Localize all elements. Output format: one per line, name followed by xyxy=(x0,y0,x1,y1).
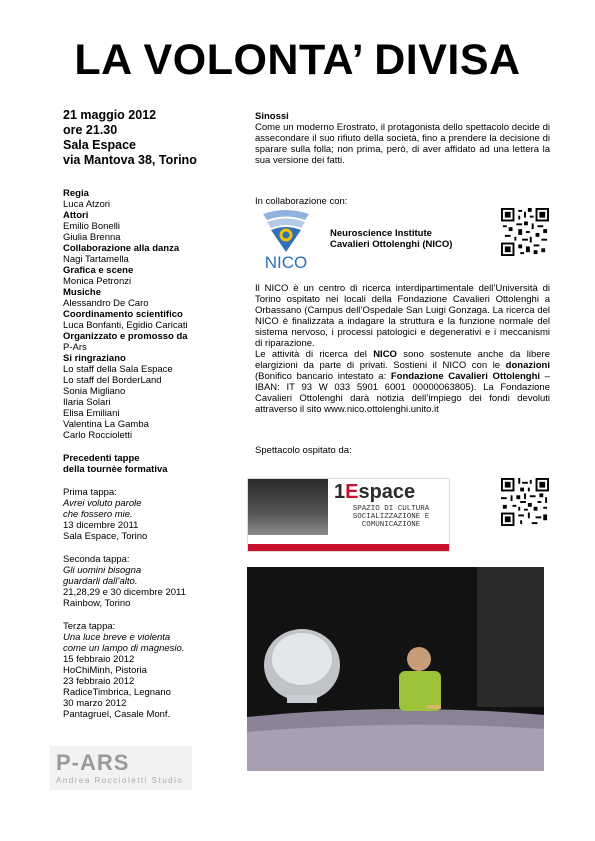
credit-role: Coordinamento scientifico xyxy=(63,309,183,320)
stage-detail: Rainbow, Torino xyxy=(63,598,131,609)
stage-title: Avrei voluto parole xyxy=(63,498,142,509)
credit-name: P-Ars xyxy=(63,342,87,353)
credit-name: Nagi Tartamella xyxy=(63,254,129,265)
pars-logo xyxy=(50,746,192,790)
stage-detail: 30 marzo 2012 xyxy=(63,698,127,709)
stage-title: come un lampo di magnesio. xyxy=(63,643,185,654)
tour-heading-sub: della tournèe formativa xyxy=(63,464,168,475)
espace-brand: 1Espace xyxy=(334,481,416,503)
event-time: ore 21.30 xyxy=(63,123,118,137)
right-column xyxy=(255,111,550,207)
credit-name: Monica Petronzi xyxy=(63,276,132,287)
event-venue: Sala Espace xyxy=(63,138,136,152)
stage-title: Una luce breve e violenta xyxy=(63,632,171,643)
stage-label: Seconda tappa: xyxy=(63,554,130,565)
pars-logo-sub: Andrea Roccioletti Studio xyxy=(56,776,184,785)
stage-detail: 15 febbraio 2012 xyxy=(63,654,135,665)
tour-heading: Precedenti tappe xyxy=(63,453,140,464)
synopsis-text: Come un moderno Erostrato, il protagonista dello spettacolo decide di assecondare il suo rifiuto della società, fino a prendere la decisione di sparare sulla folla; non prima, però, di aver affidato ad una lettera la sua versione dei fatti. xyxy=(255,122,550,166)
qr-code-espace xyxy=(501,478,549,526)
qr-code-nico xyxy=(501,208,549,256)
stage-detail: RadiceTimbrica, Legnano xyxy=(63,687,171,698)
stage-detail: 13 dicembre 2011 xyxy=(63,520,139,531)
credit-role: Grafica e scene xyxy=(63,265,134,276)
nico-paragraph-2: Le attività di ricerca del NICO sono sostenute anche da libere elargizioni da parte di privati. Sostieni il NICO con le donazioni (Bonifico bancario intestato a: Fondazione Cavalieri Ottolenghi – IBAN: IT 93 W 033 5901 6001 00000063805). La Fondazione Cavalieri Ottolenghi darà notizia dell’impiego dei fondi devoluti attraverso il sito www.nico.ottolenghi.unito.it xyxy=(255,349,550,415)
event-info xyxy=(63,108,253,168)
stage-title: Gli uomini bisogna xyxy=(63,565,142,576)
stage-photo xyxy=(247,567,544,771)
espace-address-bar xyxy=(248,544,449,551)
espace-logo xyxy=(247,478,450,552)
credit-role: Regia xyxy=(63,188,89,199)
credit-name: Lo staff del BorderLand xyxy=(63,375,162,386)
stage-detail: HoChiMinh, Pistoria xyxy=(63,665,147,676)
tour-stage xyxy=(63,487,253,542)
event-date: 21 maggio 2012 xyxy=(63,108,157,122)
credit-name: Giulia Brenna xyxy=(63,232,121,243)
nico-name-line1: Neuroscience Institute xyxy=(330,228,432,239)
stage-photo-image xyxy=(247,567,544,771)
hosted-label: Spettacolo ospitato da: xyxy=(255,445,352,456)
stage-label: Terza tappa: xyxy=(63,621,116,632)
credit-role: Si ringraziano xyxy=(63,353,126,364)
left-column xyxy=(63,108,253,720)
synopsis-heading: Sinossi xyxy=(255,111,289,122)
credit-name: Valentina La Gamba xyxy=(63,419,149,430)
nico-paragraph-1: Il NICO è un centro di ricerca interdipartimentale dell’Università di Torino ospitato nei locali della Fondazione Cavalieri Ottolenghi a Orbassano (Campus dell’Ospedale San Luigi Gonzaga. La ricerca del NICO è finalizzata a indagare la struttura e la funzione normale del sistema nervoso, i processi patologici e degenerativi e i meccanismi di riparazione. xyxy=(255,283,550,349)
stage-detail: 21,28,29 e 30 dicembre 2011 xyxy=(63,587,186,598)
credit-name: Elisa Emiliani xyxy=(63,408,120,419)
credits-list xyxy=(63,188,253,441)
stage-label: Prima tappa: xyxy=(63,487,117,498)
credit-role: Organizzato e promosso da xyxy=(63,331,188,342)
tour-stage xyxy=(63,621,253,720)
stage-detail: Pantagruel, Casale Monf. xyxy=(63,709,171,720)
credit-name: Carlo Roccioletti xyxy=(63,430,133,441)
stage-detail: Sala Espace, Torino xyxy=(63,531,148,542)
espace-tagline: SPAZIO DI CULTURA SOCIALIZZAZIONE E COMUNICAZIONE xyxy=(352,505,430,529)
credit-role: Collaborazione alla danza xyxy=(63,243,180,254)
page-title: LA VOLONTA’ DIVISA xyxy=(74,36,521,84)
credit-name: Emilio Bonelli xyxy=(63,221,121,232)
credit-name: Lo staff della Sala Espace xyxy=(63,364,173,375)
credit-name: Luca Bonfanti, Egidio Caricati xyxy=(63,320,188,331)
collab-label: In collaborazione con: xyxy=(255,196,348,207)
credit-role: Musiche xyxy=(63,287,102,298)
credit-role: Attori xyxy=(63,210,89,221)
espace-logo-photo xyxy=(248,479,328,535)
nico-name xyxy=(330,228,452,250)
event-address: via Mantova 38, Torino xyxy=(63,153,197,167)
nico-logo xyxy=(253,208,319,270)
stage-title: guardarli dall’alto. xyxy=(63,576,138,587)
pars-logo-name: P-ARS xyxy=(56,750,130,775)
nico-description xyxy=(255,283,550,415)
nico-logo-text: NICO xyxy=(264,253,308,270)
credit-name: Alessandro De Caro xyxy=(63,298,149,309)
stage-title: che fossero mie. xyxy=(63,509,133,520)
credit-name: Ilaria Solari xyxy=(63,397,111,408)
tour-stage xyxy=(63,554,253,609)
credit-name: Luca Atzori xyxy=(63,199,110,210)
credit-name: Sonia Migliano xyxy=(63,386,126,397)
nico-name-line2: Cavalieri Ottolenghi (NICO) xyxy=(330,239,453,250)
stage-detail: 23 febbraio 2012 xyxy=(63,676,135,687)
